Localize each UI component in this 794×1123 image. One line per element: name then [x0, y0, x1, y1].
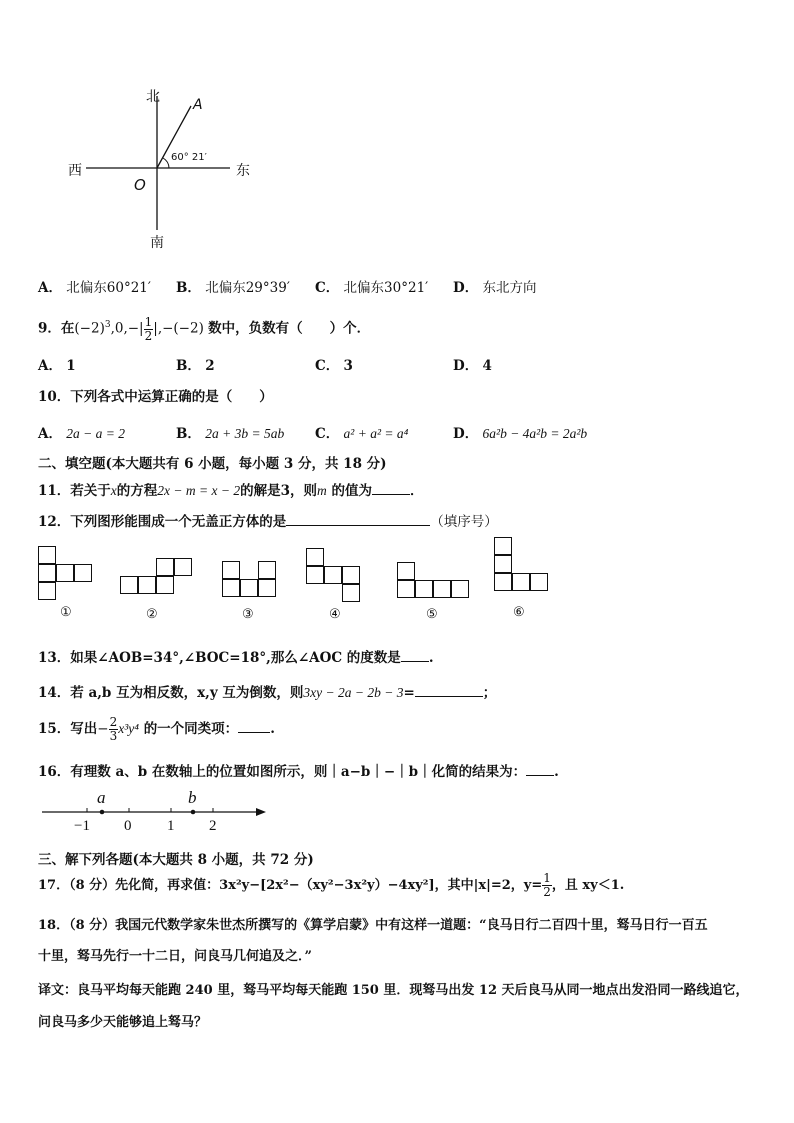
tick-label-0: 0 — [124, 818, 132, 834]
q17-fraction: $\frac{1}{2}$ — [543, 871, 551, 899]
point-a — [100, 810, 105, 815]
compass-angle-label: 60° 21′ — [171, 152, 207, 163]
q10-option-a[interactable]: A． 2a − a = 2 — [38, 426, 126, 442]
compass-ray-label: A — [193, 97, 203, 113]
compass-east-label: 东 — [236, 163, 250, 179]
q11-answer-blank[interactable] — [372, 480, 410, 495]
q9-fraction: $\frac{1}{2}$ — [144, 314, 153, 343]
q9-option-d[interactable]: D． 4 — [453, 358, 492, 374]
q9-option-a[interactable]: A． 1 — [38, 358, 76, 374]
point-a-label: a — [97, 788, 106, 807]
q10-option-b[interactable]: B． 2a + 3b = 5ab — [176, 426, 285, 442]
q9-option-c[interactable]: C． 3 — [315, 358, 353, 374]
q14-stem: 14．若 a,b 互为相反数，x,y 互为倒数，则3xy − 2a − 2b − 3= ； — [38, 681, 496, 701]
tick-label-2: 2 — [209, 818, 217, 834]
q14-answer-blank[interactable] — [415, 682, 483, 697]
q15-answer-blank[interactable] — [238, 718, 270, 733]
q10-option-c[interactable]: C． a² + a² = a⁴ — [315, 426, 409, 442]
q18-line-3: 译文：良马平均每天能跑 240 里，驽马平均每天能跑 150 里．现驽马出发 12 天后良马从同一地点出发沿同一路线追它， — [38, 983, 749, 998]
section-2-heading: 二、填空题(本大题共有 6 小题，每小题 3 分，共 18 分) — [38, 456, 387, 472]
net-label-4: ④ — [329, 607, 341, 622]
q12-stem: 12．下列图形能围成一个无盖正方体的是 （填序号） — [38, 510, 498, 530]
q17-stem: 17．（8 分）先化简，再求值：3x²y−[2x²−（xy²−3x²y）−4xy²]，其中|x|=2，y= $\frac{1}{2}$ ，且 xy＜1. — [38, 871, 625, 899]
net-label-6: ⑥ — [513, 605, 525, 620]
q12-answer-blank[interactable] — [286, 511, 430, 526]
number-line-arrow — [256, 808, 266, 816]
point-b — [191, 810, 196, 815]
q13-answer-blank[interactable] — [401, 647, 429, 662]
net-label-2: ② — [146, 607, 158, 622]
q10-option-d[interactable]: D． 6a²b − 4a²b = 2a²b — [453, 426, 588, 442]
tick-label-neg1: −1 — [74, 818, 90, 834]
compass-south-label: 南 — [150, 235, 164, 251]
q18-line-4: 问良马多少天能够追上驽马？ — [38, 1015, 208, 1030]
q8-option-d[interactable]: D． 东北方向 — [453, 280, 537, 296]
compass-north-label: 北 — [146, 89, 160, 105]
q15-stem: 15．写出− $\frac{2}{3}$ x³y⁴ 的一个同类项： . — [38, 715, 275, 743]
q18-line-2: 十里，驽马先行一十二日，问良马几何追及之．” — [38, 949, 312, 964]
compass-west-label: 西 — [68, 163, 82, 179]
q18-line-1: 18．（8 分）我国元代数学家朱世杰所撰写的《算学启蒙》中有这样一道题：“良马日行二百四十里，驽马日行一百五 — [38, 918, 708, 933]
q10-stem: 10．下列各式中运算正确的是（ ） — [38, 389, 273, 405]
net-label-1: ① — [60, 605, 72, 620]
q8-option-c[interactable]: C． 北偏东30°21′ — [315, 280, 429, 296]
q9-option-b[interactable]: B． 2 — [176, 358, 215, 374]
q8-option-a[interactable]: A． 北偏东60°21′ — [38, 280, 151, 296]
net-label-3: ③ — [242, 607, 254, 622]
tick-label-1: 1 — [167, 818, 175, 834]
net-label-5: ⑤ — [426, 607, 438, 622]
q9-stem: 9．在$(-2)^3,0,-|$ $\frac{1}{2}$ |,−(−2) 数中，负数有（ ）个． — [38, 314, 371, 343]
section-3-heading: 三、解下列各题(本大题共 8 小题，共 72 分) — [38, 852, 314, 868]
q8-option-b[interactable]: B． 北偏东29°39′ — [176, 280, 290, 296]
point-b-label: b — [188, 788, 197, 807]
q16-answer-blank[interactable] — [526, 761, 554, 776]
q11-stem: 11．若关于x的方程2x − m = x − 2的解是3，则m 的值为 ． — [38, 479, 423, 499]
compass-origin-label: O — [134, 176, 146, 194]
q15-fraction: $\frac{2}{3}$ — [109, 715, 118, 743]
angle-arc — [163, 158, 169, 168]
q16-stem: 16．有理数 a、b 在数轴上的位置如图所示，则｜a−b｜−｜b｜化简的结果为： . — [38, 760, 559, 780]
q13-stem: 13．如果∠AOB=34°,∠BOC=18°,那么∠AOC 的度数是 . — [38, 646, 434, 666]
